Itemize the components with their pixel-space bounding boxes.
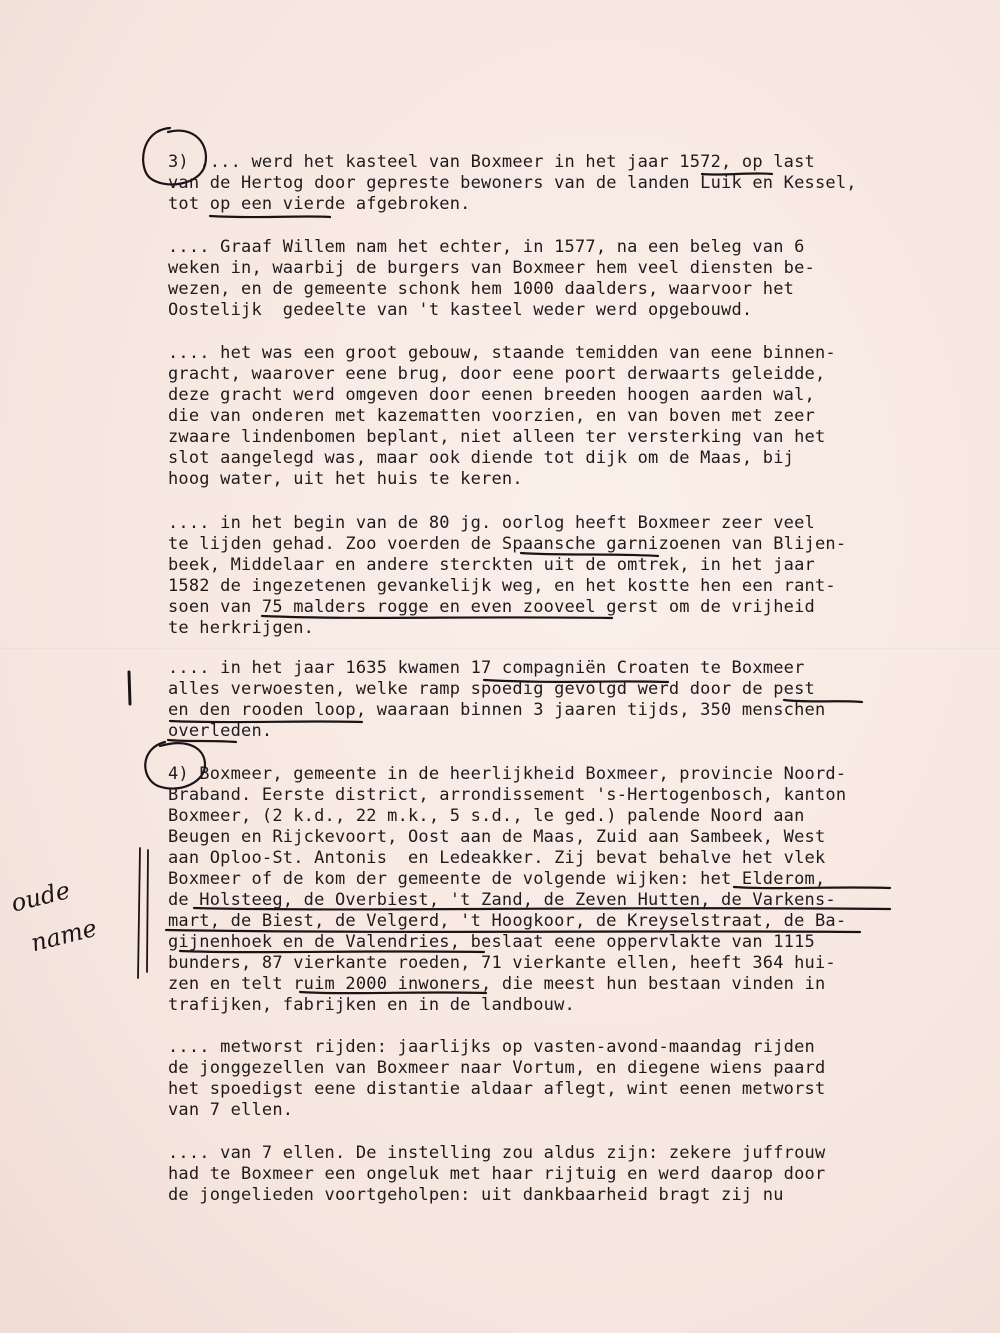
text-line: overleden.: [168, 721, 273, 741]
text-line: de Holsteeg, de Overbiest, 't Zand, de Zeven Hutten, de Varkens-: [168, 890, 836, 910]
margin-note-line: name: [28, 913, 100, 958]
text-line: beek, Middelaar en andere sterckten uit de omtrek, in het jaar: [168, 555, 815, 575]
text-line: Boxmeer, (2 k.d., 22 m.k., 5 s.d., le ged.) palende Noord aan: [168, 806, 805, 826]
text-line: slot aangelegd was, maar ook diende tot dijk om de Maas, bij: [168, 448, 795, 468]
text-line: tot op een vierde afgebroken.: [168, 194, 471, 214]
text-line: de jonggezellen van Boxmeer naar Vortum, en diegene wiens paard: [168, 1058, 826, 1078]
text-line: .... van 7 ellen. De instelling zou aldus zijn: zekere juffrouw: [168, 1143, 826, 1163]
paragraph-2: [168, 237, 928, 321]
text-line: bunders, 87 vierkante roeden, 71 vierkante ellen, heeft 364 hui-: [168, 953, 836, 973]
text-line: .... metworst rijden: jaarlijks op vasten-avond-maandag rijden: [168, 1037, 815, 1057]
text-line: 3) .... werd het kasteel van Boxmeer in het jaar 1572, op last: [168, 152, 815, 172]
paragraph-7: [168, 1037, 928, 1121]
paper-fold: [0, 648, 1000, 650]
text-line: te lijden gehad. Zoo voerden de Spaansche garnizoenen van Blijen-: [168, 534, 847, 554]
text-line: alles verwoesten, welke ramp spoedig gevolgd werd door de pest: [168, 679, 815, 699]
text-line: Boxmeer of de kom der gemeente de volgende wijken: het Elderom,: [168, 869, 826, 889]
margin-note-line: oude: [8, 876, 73, 918]
text-line: Braband. Eerste district, arrondissement 's-Hertogenbosch, kanton: [168, 785, 847, 805]
paragraph-4: [168, 513, 928, 639]
text-line: mart, de Biest, de Velgerd, 't Hoogkoor, de Kreyselstraat, de Ba-: [168, 911, 847, 931]
text-line: gracht, waarover eene brug, door eene poort derwaarts geleidde,: [168, 364, 826, 384]
text-line: zen en telt ruim 2000 inwoners, die meest hun bestaan vinden in: [168, 974, 826, 994]
handwritten-margin-note: [6, 870, 126, 960]
text-line: Oostelijk gedeelte van 't kasteel weder werd opgebouwd.: [168, 300, 753, 320]
paragraph-6: [168, 764, 928, 1016]
paragraph-5: [168, 658, 928, 742]
text-line: .... het was een groot gebouw, staande temidden van eene binnen-: [168, 343, 836, 363]
text-line: .... Graaf Willem nam het echter, in 1577, na een beleg van 6: [168, 237, 805, 257]
text-line: 4) Boxmeer, gemeente in de heerlijkheid Boxmeer, provincie Noord-: [168, 764, 847, 784]
text-line: 1582 de ingezetenen gevankelijk weg, en het kostte hen een rant-: [168, 576, 836, 596]
text-line: de jongelieden voortgeholpen: uit dankbaarheid bragt zij nu: [168, 1185, 784, 1205]
text-line: soen van 75 malders rogge en even zooveel gerst om de vrijheid: [168, 597, 815, 617]
text-line: .... in het begin van de 80 jg. oorlog heeft Boxmeer zeer veel: [168, 513, 815, 533]
text-line: het spoedigst eene distantie aldaar aflegt, wint eenen metworst: [168, 1079, 826, 1099]
paragraph-1: [168, 152, 928, 215]
text-line: die van onderen met kazematten voorzien, en van boven met zeer: [168, 406, 815, 426]
paragraph-8: [168, 1143, 928, 1206]
text-line: weken in, waarbij de burgers van Boxmeer hem veel diensten be-: [168, 258, 815, 278]
text-line: trafijken, fabrijken en in de landbouw.: [168, 995, 575, 1015]
text-line: van 7 ellen.: [168, 1100, 294, 1120]
text-line: gijnenhoek en de Valendries, beslaat eene oppervlakte van 1115: [168, 932, 815, 952]
text-line: te herkrijgen.: [168, 618, 315, 638]
text-line: hoog water, uit het huis te keren.: [168, 469, 523, 489]
text-line: zwaare lindenbomen beplant, niet alleen ter versterking van het: [168, 427, 826, 447]
paragraph-3: [168, 343, 928, 490]
text-line: Beugen en Rijckevoort, Oost aan de Maas, Zuid aan Sambeek, West: [168, 827, 826, 847]
text-line: en den rooden loop, waaraan binnen 3 jaaren tijds, 350 menschen: [168, 700, 826, 720]
text-line: .... in het jaar 1635 kwamen 17 compagniën Croaten te Boxmeer: [168, 658, 805, 678]
text-line: had te Boxmeer een ongeluk met haar rijtuig en werd daarop door: [168, 1164, 826, 1184]
text-line: wezen, en de gemeente schonk hem 1000 daalders, waarvoor het: [168, 279, 795, 299]
text-line: van de Hertog door gepreste bewoners van de landen Luik en Kessel,: [168, 173, 857, 193]
text-line: aan Oploo-St. Antonis en Ledeakker. Zij bevat behalve het vlek: [168, 848, 826, 868]
text-line: deze gracht werd omgeven door eenen breeden hoogen aarden wal,: [168, 385, 815, 405]
